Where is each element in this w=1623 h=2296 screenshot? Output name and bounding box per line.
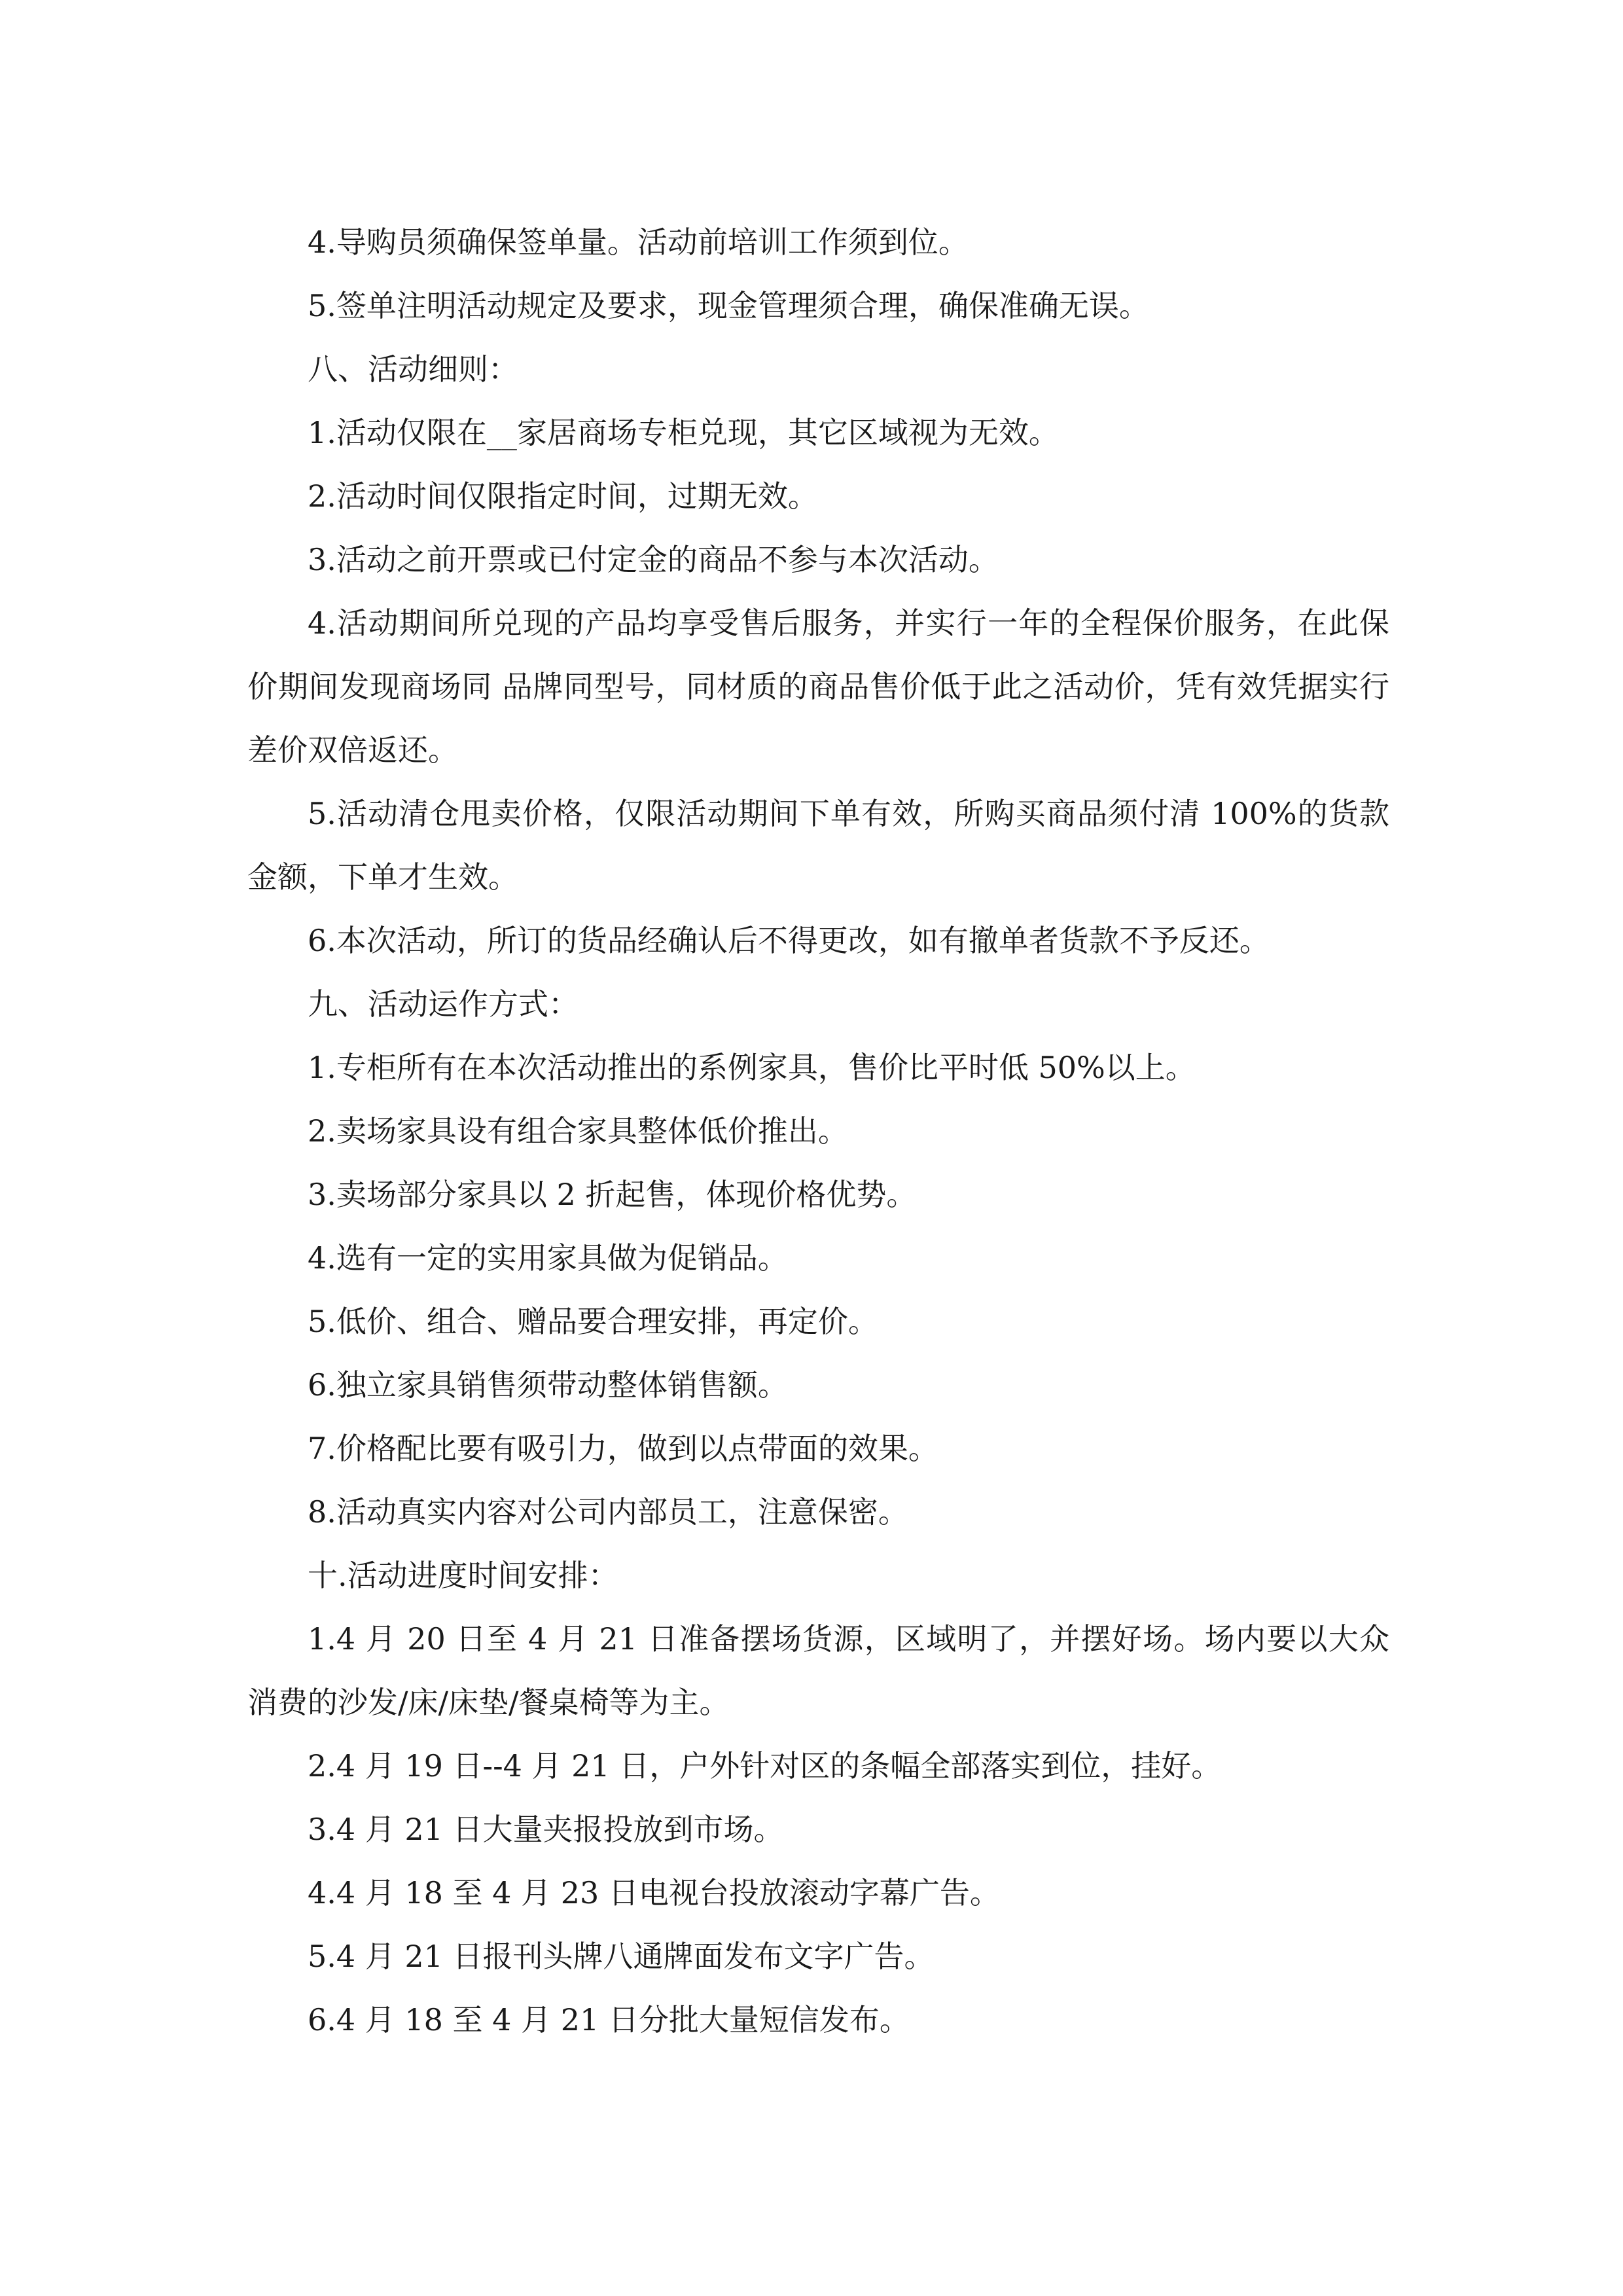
paragraph: 5.活动清仓甩卖价格，仅限活动期间下单有效，所购买商品须付清 100%的货款金额，下单才生效。: [247, 796, 1389, 895]
paragraph: 1.专柜所有在本次活动推出的系例家具，售价比平时低 50%以上。: [308, 1050, 1196, 1085]
section-heading: 十.活动进度时间安排：: [308, 1558, 618, 1593]
paragraph: 4.导购员须确保签单量。活动前培训工作须到位。: [308, 224, 969, 260]
paragraph: 6.4 月 18 至 4 月 21 日分批大量短信发布。: [308, 2002, 910, 2037]
paragraph: 3.活动之前开票或已付定金的商品不参与本次活动。: [308, 542, 999, 577]
paragraph: 4.活动期间所兑现的产品均享受售后服务，并实行一年的全程保价服务，在此保价期间发现商场同 品牌同型号，同材质的商品售价低于此之活动价，凭有效凭据实行差价双倍返还。: [247, 605, 1389, 768]
paragraph: 1.活动仅限在__家居商场专柜兑现，其它区域视为无效。: [308, 415, 1059, 450]
paragraph: 7.价格配比要有吸引力，做到以点带面的效果。: [308, 1431, 938, 1466]
paragraph: 5.签单注明活动规定及要求，现金管理须合理，确保准确无误。: [308, 288, 1149, 323]
document-body: [247, 211, 1389, 2052]
paragraph: 4.4 月 18 至 4 月 23 日电视台投放滚动字幕广告。: [308, 1875, 1000, 1910]
paragraph: 5.低价、组合、赠品要合理安排，再定价。: [308, 1304, 878, 1339]
paragraph: 2.卖场家具设有组合家具整体低价推出。: [308, 1113, 848, 1149]
section-heading: 九、活动运作方式：: [308, 986, 579, 1022]
paragraph: 6.独立家具销售须带动整体销售额。: [308, 1367, 788, 1403]
paragraph: 2.活动时间仅限指定时间，过期无效。: [308, 478, 818, 514]
paragraph: 1.4 月 20 日至 4 月 21 日准备摆场货源，区域明了，并摆好场。场内要以大众消费的沙发/床/床垫/餐桌椅等为主。: [247, 1621, 1389, 1720]
paragraph: 3.卖场部分家具以 2 折起售，体现价格优势。: [308, 1177, 917, 1212]
paragraph: 4.选有一定的实用家具做为促销品。: [308, 1240, 788, 1276]
paragraph: 5.4 月 21 日报刊头牌八通牌面发布文字广告。: [308, 1939, 935, 1974]
paragraph: 3.4 月 21 日大量夹报投放到市场。: [308, 1812, 784, 1847]
paragraph: 6.本次活动，所订的货品经确认后不得更改，如有撤单者货款不予反还。: [308, 923, 1270, 958]
section-heading: 八、活动细则：: [308, 351, 518, 387]
paragraph: 2.4 月 19 日--4 月 21 日，户外针对区的条幅全部落实到位，挂好。: [308, 1748, 1222, 1784]
paragraph: 8.活动真实内容对公司内部员工，注意保密。: [308, 1494, 908, 1530]
